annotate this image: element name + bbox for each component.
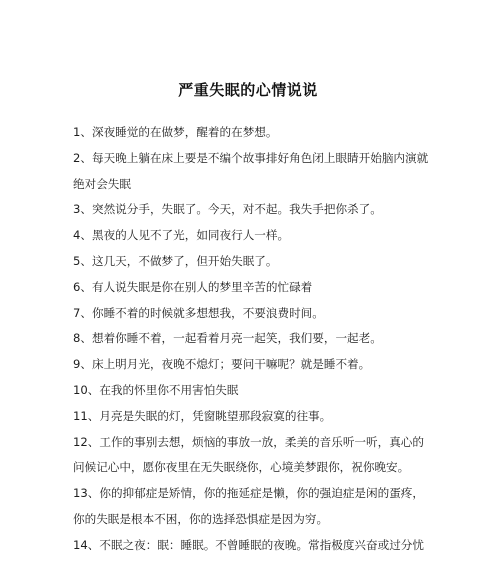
item-list [73,120,433,559]
list-item: 13、你的抑郁症是矫情，你的拖延症是懒，你的强迫症是闲的蛋疼，你的失眠是根本不困，你的选择恐惧症是因为穷。 [73,486,424,526]
list-item: 8、想着你睡不着，一起看着月亮一起笑，我们要，一起老。 [73,331,382,346]
list-item: 12、工作的事别去想，烦恼的事放一放，柔美的音乐听一听，真心的问候记心中，愿你夜里在无失眠绕你，心境美梦跟你，祝你晚安。 [73,434,424,475]
list-item: 2、每天晚上躺在床上要是不编个故事排好角色闭上眼睛开始脑内演就绝对会失眠 [73,150,429,191]
list-item: 7、你睡不着的时候就多想想我，不要浪费时间。 [73,305,324,320]
list-item: 6、有人说失眠是你在别人的梦里辛苦的忙碌着 [73,279,313,294]
list-item: 1、深夜睡觉的在做梦，醒着的在梦想。 [73,125,278,139]
list-item: 5、这几天，不做梦了，但开始失眠了。 [73,253,278,268]
list-item: 9、床上明月光，夜晚不熄灯；要问干嘛呢？就是睡不着。 [73,357,371,372]
list-item: 14、不眠之夜：眠：睡眠。不曾睡眠的夜晚。常指极度兴奋或过分忧 [73,537,424,552]
list-item: 10、在我的怀里你不用害怕失眠 [73,382,239,397]
document-title: 严重失眠的心情说说 [178,81,318,99]
list-item: 3、突然说分手，失眠了。今天，对不起。我失手把你杀了。 [73,202,382,217]
list-item: 4、黑夜的人见不了光，如同夜行人一样。 [73,228,290,243]
list-item: 11、月亮是失眠的灯，凭窗眺望那段寂寞的往事。 [73,408,332,423]
